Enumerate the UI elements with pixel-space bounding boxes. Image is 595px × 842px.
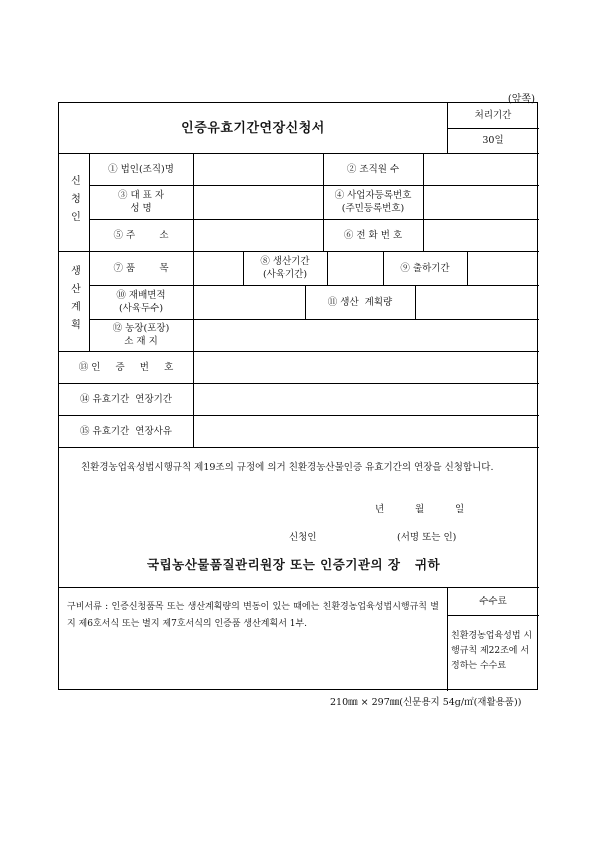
attachments-note: 구비서류 : 인증신청품목 또는 생산계획량의 변동이 있는 때에는 친환경농업육성법시행규칙 별지 제6호서식 또는 별지 제7호서식의 인증품 생산계획서 1부. [67, 602, 439, 629]
date-month: 월 [415, 504, 425, 515]
field-production-period[interactable] [327, 251, 383, 285]
label-production-period [243, 251, 327, 285]
label-farm-location-2: 소 재 지 [124, 336, 158, 347]
label-production-quantity: ⑪ 생산 계획량 [327, 296, 393, 308]
field-item[interactable] [193, 251, 243, 285]
applicant-label: 신청인 [289, 532, 317, 543]
label-member-count: ② 조직원 수 [346, 163, 400, 175]
label-farm-location [89, 319, 193, 351]
field-cert-number[interactable] [193, 351, 539, 383]
processing-period-label: 처리기간 [474, 110, 512, 121]
label-cultivation-area-2: (사육두수) [118, 303, 164, 314]
label-cultivation-area-1: ⑩ 재배면적 [116, 290, 166, 301]
field-member-count[interactable] [423, 153, 539, 185]
field-phone[interactable] [423, 219, 539, 251]
form-title: 인증유효기간연장신청서 [181, 120, 325, 136]
application-form [58, 102, 538, 690]
field-production-quantity[interactable] [415, 285, 539, 319]
field-farm-location[interactable] [193, 319, 539, 351]
date-day: 일 [455, 504, 465, 515]
label-business-number-1: ④ 사업자등록번호 [334, 190, 412, 201]
label-phone: ⑥ 전 화 번 호 [343, 229, 403, 241]
date-year: 년 [375, 504, 385, 515]
label-extension-period: ⑭ 유효기간 연장기간 [80, 393, 172, 405]
label-business-number [323, 185, 423, 219]
label-representative-1: ③ 대 표 자 [117, 190, 165, 201]
label-representative [89, 185, 193, 219]
declaration-text: 친환경농업육성법시행규칙 제19조의 규정에 의거 친환경농산물인증 유효기간의 연장을 신청합니다. [81, 462, 494, 473]
label-farm-location-1: ⑫ 농장(포장) [112, 323, 170, 334]
signature-label: (서명 또는 인) [397, 532, 457, 543]
fee-note: 친환경농업육성법 시행규칙 제22조에 서 정하는 수수료 [451, 631, 533, 671]
label-representative-2: 성 명 [130, 203, 152, 214]
fee-label: 수수료 [479, 595, 507, 607]
label-production-period-2: (사육기간) [262, 269, 308, 280]
page-front-label: (앞쪽) [507, 94, 535, 105]
field-shipping-period[interactable] [467, 251, 539, 285]
label-corp-name: ① 법인(조직)명 [108, 163, 174, 175]
field-business-number[interactable] [423, 185, 539, 219]
field-corp-name[interactable] [193, 153, 323, 185]
label-item: ⑦ 품 목 [113, 262, 169, 274]
field-address[interactable] [193, 219, 323, 251]
label-production-period-1: ⑧ 생산기간 [260, 256, 310, 267]
field-representative[interactable] [193, 185, 323, 219]
field-extension-period[interactable] [193, 383, 539, 415]
section-production-plan: 생산계획 [68, 265, 80, 337]
paper-spec: 210㎜ × 297㎜(신문용지 54g/㎡(재활용품)) [330, 697, 522, 708]
field-cultivation-area[interactable] [193, 285, 305, 319]
field-extension-reason[interactable] [193, 415, 539, 447]
addressee: 국립농산물품질관리원장 또는 인증기관의 장 귀하 [147, 557, 441, 572]
label-address: ⑤ 주 소 [113, 229, 169, 241]
label-extension-reason: ⑮ 유효기간 연장사유 [80, 425, 172, 437]
label-shipping-period: ⑨ 출하기간 [400, 262, 450, 274]
label-cultivation-area [89, 285, 193, 319]
label-business-number-2: (주민등록번호) [341, 203, 405, 214]
section-applicant: 신청인 [68, 175, 80, 229]
processing-period-value: 30일 [482, 135, 504, 146]
label-cert-number: ⑬ 인 증 번 호 [78, 361, 174, 373]
